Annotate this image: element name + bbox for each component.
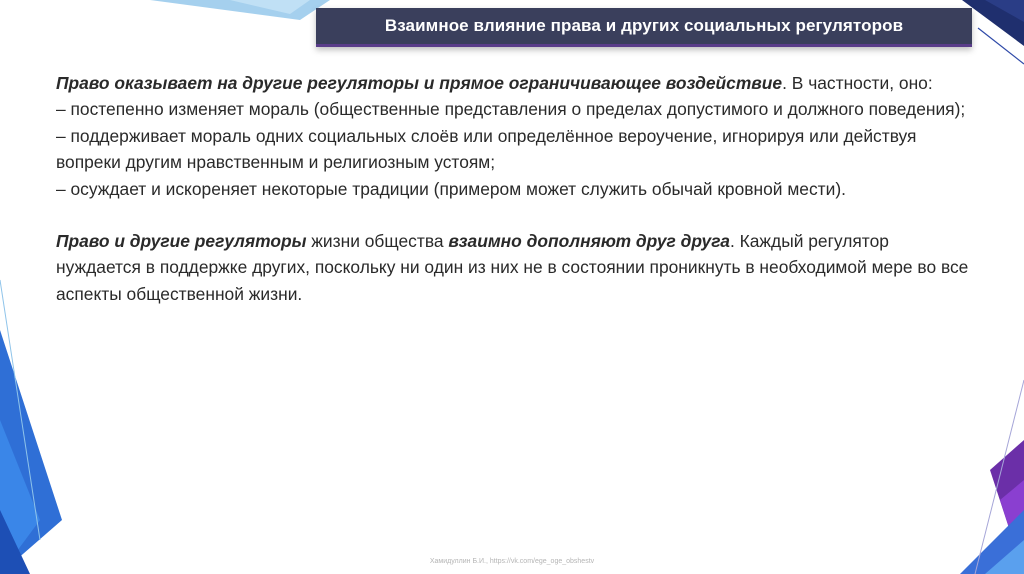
complement-text-1: жизни общества: [306, 231, 449, 252]
slide-title: Взаимное влияние права и других социальных регуляторов: [384, 16, 904, 35]
list-item: – осуждает и искореняет некоторые традиции (примером может служить обычай кровной мести).: [56, 178, 846, 199]
complement-bold-1: Право и другие регуляторы: [56, 231, 307, 252]
paragraph-intro: [56, 70, 976, 96]
intro-bold-text: Право оказывает на другие регуляторы и прямое ограничивающее воздействие: [56, 73, 783, 93]
list-item: – поддерживает мораль одних социальных слоёв или определённое вероучение, игнорируя или действуя вопреки другим нравственным и религиозным устоям;: [56, 125, 917, 173]
intro-rest-text: . В частности, оно:: [782, 73, 933, 93]
slide-title-bar: [316, 8, 972, 47]
paragraph-complement: [56, 228, 976, 307]
slide-content: [56, 70, 976, 307]
footer-credit: Хамидуллин Б.И., https://vk.com/ege_oge_obshestv: [429, 558, 595, 565]
list-item: – постепенно изменяет мораль (общественные представления о пределах допустимого и должного поведения);: [56, 99, 966, 120]
complement-text-2: . Каждый регулятор нуждается в поддержке других, поскольку ни один из них не в состоянии проникнуть в необходимой мере во все аспекты общественной жизни.: [56, 231, 969, 304]
complement-bold-2: взаимно дополняют друг друга: [448, 231, 730, 252]
